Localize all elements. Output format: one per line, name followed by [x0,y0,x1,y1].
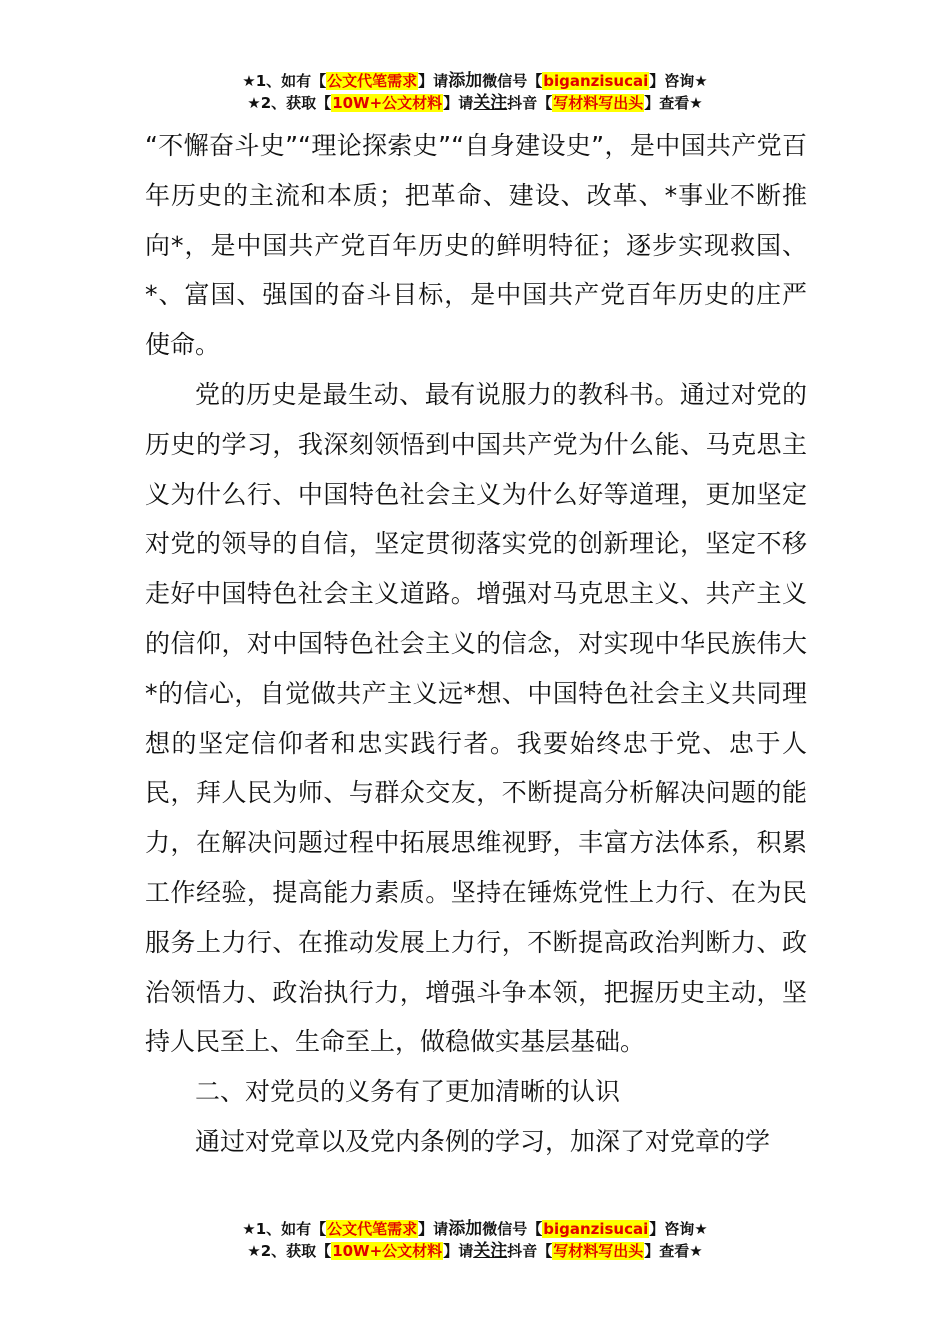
section-heading-2: 二、对党员的义务有了更加清晰的认识 [195,1077,621,1107]
document-body [145,121,807,1167]
banner-highlight: biganzisucai [543,1220,649,1238]
banner-emphasis: 关注 [473,1241,508,1261]
banner-emphasis: 关注 [473,93,508,113]
banner-line-1 [0,1218,950,1240]
banner-text: ★2、获取【 [247,1242,332,1260]
banner-text: ★2、获取【 [247,94,332,112]
banner-text: 微信号【 [482,72,543,90]
banner-highlight: 10W+公文材料 [332,94,443,112]
paragraph-1: “不懈奋斗史”“理论探索史”“自身建设史”，是中国共产党百年历史的主流和本质；把革命、建设、改革、*事业不断推向*，是中国共产党百年历史的鲜明特征；逐步实现救国、*、富国、强国的奋斗目标，是中国共产党百年历史的庄严使命。 [145,131,807,360]
banner-text: 】咨询★ [649,1220,708,1238]
banner-emphasis: 添加 [448,71,483,91]
banner-highlight: 10W+公文材料 [332,1242,443,1260]
banner-highlight: 公文代笔需求 [327,1220,418,1238]
banner-text: 】请 [443,94,474,112]
banner-line-2 [0,92,950,114]
top-banner [0,70,950,114]
banner-line-1 [0,70,950,92]
banner-text: ★1、如有【 [242,72,327,90]
banner-text: 】请 [418,72,449,90]
banner-text: 抖音【 [507,1242,553,1260]
banner-text: ★1、如有【 [242,1220,327,1238]
banner-text: 】请 [443,1242,474,1260]
banner-text: 微信号【 [482,1220,543,1238]
banner-line-2 [0,1240,950,1262]
bottom-banner [0,1218,950,1262]
paragraph-3: 通过对党章以及党内条例的学习，加深了对党章的学 [195,1126,771,1156]
banner-highlight: biganzisucai [543,72,649,90]
banner-text: 】请 [418,1220,449,1238]
banner-text: 】查看★ [644,1242,703,1260]
banner-highlight: 写材料写出头 [553,94,644,112]
paragraph-2: 党的历史是最生动、最有说服力的教科书。通过对党的历史的学习，我深刻领悟到中国共产党为什么能、马克思主义为什么行、中国特色社会主义为什么好等道理，更加坚定对党的领导的自信，坚定贯彻落实党的创新理论，坚定不移走好中国特色社会主义道路。增强对马克思主义、共产主义的信仰，对中国特色社会主义的信念，对实现中华民族伟大*的信心，自觉做共产主义远*想、中国特色社会主义共同理想的坚定信仰者和忠实践行者。我要始终忠于党、忠于人民，拜人民为师、与群众交友，不断提高分析解决问题的能力，在解决问题过程中拓展思维视野，丰富方法体系，积累工作经验，提高能力素质。坚持在锤炼党性上力行、在为民服务上力行、在推动发展上力行，不断提高政治判断力、政治领悟力、政治执行力，增强斗争本领，把握历史主动，坚持人民至上、生命至上，做稳做实基层基础。 [145,379,807,1057]
banner-emphasis: 添加 [448,1219,483,1239]
banner-text: 】查看★ [644,94,703,112]
banner-highlight: 公文代笔需求 [327,72,418,90]
banner-highlight: 写材料写出头 [553,1242,644,1260]
banner-text: 】咨询★ [649,72,708,90]
banner-text: 抖音【 [507,94,553,112]
